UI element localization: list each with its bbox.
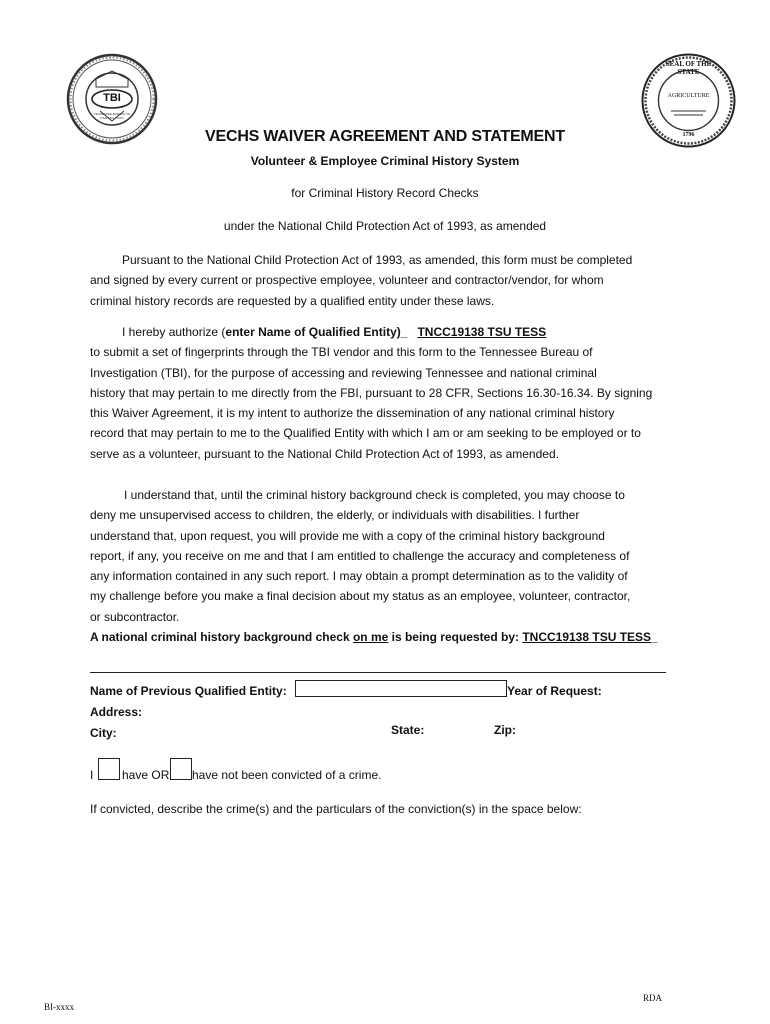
separator-line (90, 672, 666, 673)
address-label: Address: (90, 705, 143, 719)
request-text-a: A national criminal history background check (90, 630, 353, 645)
entity-value[interactable]: TNCC19138 TSU TESS (417, 325, 547, 339)
p3-line-7: or subcontractor. (90, 609, 180, 624)
conviction-have-not: have not been convicted of a crime. (192, 768, 382, 782)
conviction-i: I (90, 768, 94, 782)
p3-line-3: understand that, upon request, you will provide me with a copy of the criminal history background (90, 528, 605, 543)
year-of-request-label: Year of Request: (507, 684, 602, 698)
city-label: City: (90, 726, 117, 740)
p2-lead: I hereby authorize ( (122, 325, 226, 339)
have-not-checkbox[interactable] (170, 758, 192, 780)
p3-line-4: report, if any, you receive on me and that I am entitled to challenge the accuracy and completeness of (90, 548, 630, 563)
p3-line-6: my challenge before you make a final decision about my status as an employee, volunteer, contractor, (90, 589, 631, 604)
state-seal-top-text: SEAL OF THE STATE (665, 60, 712, 76)
tbi-seal-ring-text: TENNESSEE BUREAU OF INVESTIGATION (93, 112, 131, 120)
request-tail: _ (651, 630, 658, 645)
tbi-seal-label: TBI (103, 92, 121, 104)
prev-entity-label: Name of Previous Qualified Entity: (90, 684, 287, 698)
request-on-me: on me (352, 630, 389, 645)
prev-entity-input[interactable] (295, 680, 507, 697)
request-text-b: is being requested by: (388, 630, 523, 645)
p2-line-7: serve as a volunteer, pursuant to the National Child Protection Act of 1993, as amended. (90, 446, 559, 461)
header-line-2: for Criminal History Record Checks (291, 186, 479, 200)
p3-line-2: deny me unsupervised access to children, the elderly, or individuals with disabilities. I further (90, 508, 580, 523)
header-line-3: under the National Child Protection Act of 1993, as amended (223, 219, 547, 233)
p3-line-1: I understand that, until the criminal history background check is completed, you may choose to (124, 488, 625, 502)
paragraph-3 (90, 485, 690, 647)
page-title: VECHS WAIVER AGREEMENT AND STATEMENT (205, 128, 565, 145)
p1-line-3: criminal history records are requested by a qualified entity under these laws. (90, 293, 495, 308)
paragraph-1 (90, 250, 690, 311)
state-seal-year: 1796 (682, 132, 695, 138)
footer-form-id: BI-xxxx (44, 1002, 74, 1012)
p2-line-5: this Waiver Agreement, it is my intent to authorize the dissemination of any national criminal history (90, 406, 615, 421)
have-checkbox[interactable] (98, 758, 120, 780)
page-subtitle: Volunteer & Employee Criminal History System (250, 154, 520, 168)
p2-line-4: history that may pertain to me directly from the FBI, pursuant to 28 CFR, Sections 16.30-16.34. By signing (90, 385, 653, 400)
zip-label: Zip: (494, 723, 516, 737)
p1-line-1: Pursuant to the National Child Protection Act of 1993, as amended, this form must be completed (122, 253, 633, 267)
p2-line-2: to submit a set of fingerprints through the TBI vendor and this form to the Tennessee Bureau of (90, 345, 593, 360)
state-label: State: (391, 723, 425, 737)
state-seal-center-text: AGRICULTURE (667, 93, 710, 99)
request-entity[interactable]: TNCC19138 TSU TESS (522, 630, 652, 645)
p2-line-3: Investigation (TBI), for the purpose of accessing and reviewing Tennessee and national criminal (90, 365, 597, 380)
conviction-describe: If convicted, describe the crime(s) and the particulars of the conviction(s) in the space below: (90, 802, 582, 816)
conviction-have-or: have OR (122, 768, 170, 782)
entity-label: enter Name of Qualified Entity)_ (225, 325, 408, 339)
p3-line-5: any information contained in any such report. I may obtain a prompt determination as to the validity of (90, 569, 628, 584)
paragraph-2 (90, 322, 690, 464)
p1-line-2: and signed by every current or prospective employee, volunteer and contractor/vendor, for whom (90, 273, 604, 288)
footer-rda: RDA (643, 993, 663, 1003)
p2-line-6: record that may pertain to me to the Qualified Entity with which I am or am seeking to be employed or to (90, 426, 641, 441)
